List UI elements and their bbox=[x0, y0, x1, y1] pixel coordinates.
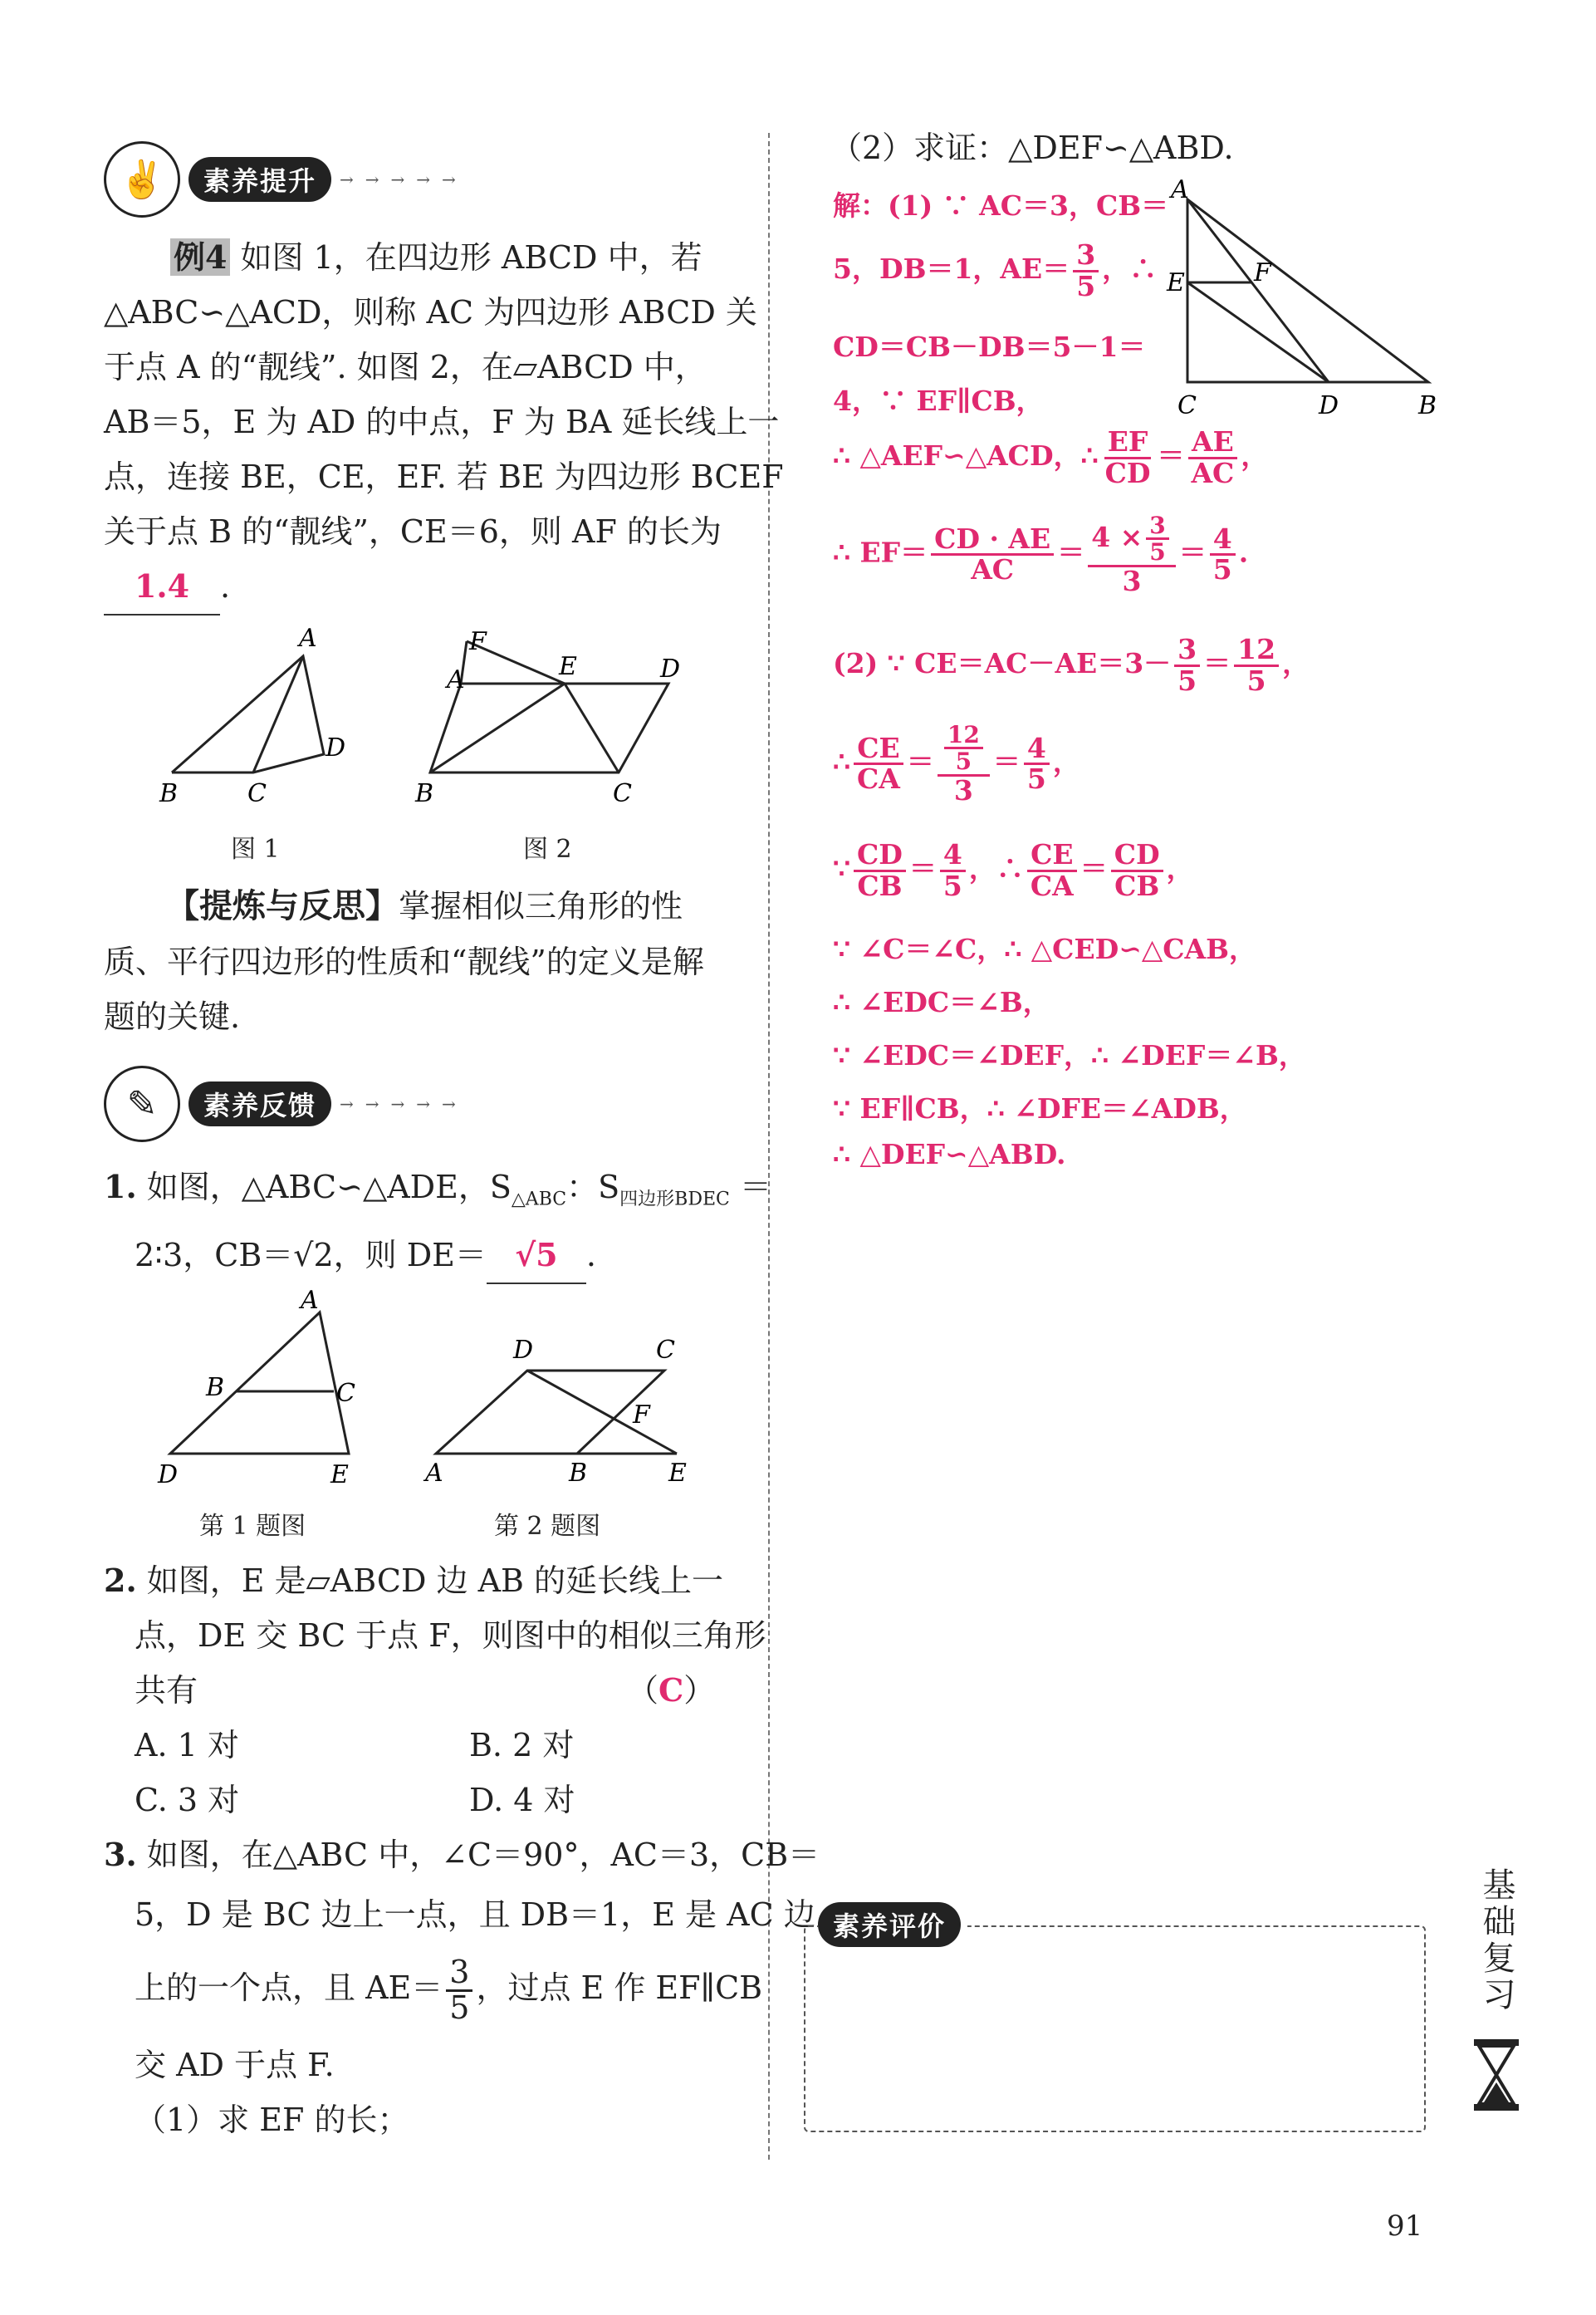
hourglass-icon bbox=[1472, 2039, 1520, 2111]
arrows-decoration: →→→→→ bbox=[340, 1094, 468, 1114]
example4-line6: 关于点 B 的“靓线”，CE＝6，则 AF 的长为 bbox=[104, 513, 722, 550]
q2-option-c: C. 3 对 bbox=[135, 1782, 240, 1818]
sidebar-tab-label: 基础复习 bbox=[1477, 1867, 1515, 2013]
fig2-label-e: E bbox=[559, 652, 577, 681]
q1-figure bbox=[149, 1283, 374, 1491]
section-header-improve bbox=[104, 141, 468, 218]
q3-label-f: F bbox=[1254, 258, 1271, 287]
fig1-label-d: D bbox=[326, 733, 346, 763]
q1-line1: 1. 如图，△ABC∽△ADE，$S_{\triangle ABC}$：$S_{四边形BDEC}$ ＝ bbox=[104, 1168, 771, 1210]
solution-line11: ∴ ∠EDC＝∠B， bbox=[833, 986, 1050, 1018]
q2-line3: 共有 bbox=[135, 1672, 198, 1709]
example4-answer-line: 1.4 . bbox=[104, 559, 230, 616]
solution-line6: ∴ EF＝ $\frac{CD \cdot AE}{AC}$ ＝ 4 × $\frac{3}{5}$ 3 ＝ $\frac{4}{5}$ . bbox=[833, 512, 1249, 597]
q3-label-e: E bbox=[1167, 268, 1185, 297]
q3-figure bbox=[1154, 174, 1453, 424]
solution-line5: ∴ △AEF∽△ACD，∴ $\frac{EF}{CD}$ ＝ $\frac{AE}{AC}$ ， bbox=[833, 425, 1269, 489]
example4-figure1 bbox=[149, 623, 365, 814]
solution-line13: ∵ EF∥CB，∴ ∠DFE＝∠ADB， bbox=[833, 1092, 1247, 1125]
q2-option-a: A. 1 对 bbox=[135, 1727, 239, 1763]
solution-line4: 4，∵ EF∥CB， bbox=[833, 385, 1044, 417]
q1-label-b: B bbox=[206, 1373, 225, 1402]
fig2-label-b: B bbox=[415, 779, 434, 808]
q3-label-b: B bbox=[1418, 391, 1437, 420]
q2-label-e: E bbox=[668, 1459, 687, 1487]
fig1-label-b: B bbox=[159, 779, 179, 808]
example-tag: 例4 bbox=[170, 238, 230, 276]
section-badge: 素养反馈 bbox=[188, 1081, 331, 1126]
q1-label-e: E bbox=[330, 1460, 349, 1489]
section-badge: 素养提升 bbox=[188, 157, 331, 202]
pencil-notes-icon: ✎ bbox=[104, 1066, 180, 1142]
q2-line1: 2. 如图，E 是▱ABCD 边 AB 的延长线上一 bbox=[104, 1562, 724, 1599]
solution-line12: ∵ ∠EDC＝∠DEF，∴ ∠DEF＝∠B， bbox=[833, 1039, 1306, 1072]
answer-blank: 1.4 bbox=[104, 559, 220, 616]
fig2-label-d: D bbox=[660, 655, 681, 684]
fig2-caption: 图 2 bbox=[523, 835, 572, 864]
q2-option-b: B. 2 对 bbox=[469, 1727, 575, 1763]
example4-line3: 于点 A 的“靓线”. 如图 2，在▱ABCD 中， bbox=[104, 349, 707, 385]
q2-line2: 点，DE 交 BC 于点 F，则图中的相似三角形 bbox=[135, 1617, 766, 1654]
solution-line8: ∴ $\frac{CE}{CA}$ ＝ $\frac{\frac{12}{5}}{3}$ ＝ $\frac{4}{5}$ ， bbox=[833, 721, 1080, 807]
q1-label-c: C bbox=[336, 1379, 355, 1408]
q2-label-a: A bbox=[425, 1459, 443, 1487]
solution-line1: 解：(1) ∵ AC＝3，CB＝ bbox=[833, 189, 1169, 222]
q2-label-d: D bbox=[513, 1336, 534, 1365]
q2-label-b: B bbox=[569, 1459, 588, 1487]
q3-line2: 5，D 是 BC 边上一点，且 DB＝1，E 是 AC 边 bbox=[135, 1896, 815, 1933]
evaluation-box[interactable] bbox=[804, 1925, 1426, 2132]
fig1-caption: 图 1 bbox=[231, 835, 280, 864]
fig1-label-c: C bbox=[247, 779, 267, 808]
example4-line4: AB＝5，E 为 AD 的中点，F 为 BA 延长线上一 bbox=[104, 404, 780, 440]
section-badge: 素养评价 bbox=[818, 1902, 961, 1947]
q3-label-a: A bbox=[1171, 175, 1189, 204]
q3-part1: （1）求 EF 的长； bbox=[135, 2102, 409, 2138]
example4-figure2 bbox=[407, 623, 706, 814]
fig2-label-a: A bbox=[447, 665, 465, 694]
reflection-line1: 【提炼与反思】掌握相似三角形的性 bbox=[166, 887, 683, 925]
q2-label-c: C bbox=[656, 1336, 675, 1365]
q3-part2: （2）求证：△DEF∽△ABD. bbox=[830, 130, 1234, 166]
solution-line10: ∵ ∠C＝∠C，∴ △CED∽△CAB， bbox=[833, 933, 1257, 965]
q3-line3: 上的一个点，且 AE＝ $\frac{3}{5}$ ，过点 E 作 EF∥CB bbox=[135, 1954, 763, 2026]
example4-line5: 点，连接 BE，CE，EF. 若 BE 为四边形 BCEF bbox=[104, 459, 784, 495]
q2-figure bbox=[415, 1333, 714, 1487]
reflection-line2: 质、平行四边形的性质和“靓线”的定义是解 bbox=[104, 944, 704, 980]
q2-fig-caption: 第 2 题图 bbox=[494, 1512, 601, 1541]
q3-line1: 3. 如图，在△ABC 中，∠C＝90°，AC＝3，CB＝ bbox=[104, 1836, 820, 1873]
section-header-feedback bbox=[104, 1066, 468, 1142]
victory-hand-icon: ✌ bbox=[104, 141, 180, 218]
example4-line1: 例4 如图 1，在四边形 ABCD 中，若 bbox=[170, 230, 703, 285]
q1-line2: 2∶3，CB＝√2，则 DE＝ √5 . bbox=[135, 1228, 596, 1284]
q3-label-d: D bbox=[1319, 391, 1339, 420]
q3-line4: 交 AD 于点 F. bbox=[135, 2047, 335, 2083]
q1-label-a: A bbox=[301, 1286, 319, 1315]
reflection-line3: 题的关键. bbox=[104, 998, 241, 1035]
solution-line3: CD＝CB－DB＝5－1＝ bbox=[833, 331, 1146, 363]
solution-line9: ∵ $\frac{CD}{CB}$ ＝ $\frac{4}{5}$ ，∴ $\frac{CE}{CA}$ ＝ $\frac{CD}{CB}$ ， bbox=[833, 838, 1194, 902]
reflection-title: 【提炼与反思】 bbox=[166, 887, 399, 925]
example4-line2: △ABC∽△ACD，则称 AC 为四边形 ABCD 关 bbox=[104, 294, 757, 331]
q1-label-d: D bbox=[158, 1460, 179, 1489]
page-number: 91 bbox=[1387, 2210, 1423, 2243]
fraction: $\frac{3}{5}$ bbox=[446, 1956, 472, 2025]
evaluation-header bbox=[818, 1902, 967, 1947]
arrows-decoration: →→→→→ bbox=[340, 169, 468, 189]
q2-label-f: F bbox=[633, 1400, 650, 1430]
solution-line7: (2) ∵ CE＝AC－AE＝3－ $\frac{3}{5}$ ＝ $\frac{12}{5}$ ， bbox=[833, 633, 1310, 697]
solution-line14: ∴ △DEF∽△ABD. bbox=[833, 1138, 1066, 1170]
solution-line2: 5，DB＝1，AE＝ $\frac{3}{5}$ ，∴ bbox=[833, 238, 1158, 302]
q3-label-c: C bbox=[1177, 391, 1197, 420]
answer-blank: √5 bbox=[487, 1228, 586, 1284]
q2-answer: （C） bbox=[627, 1671, 716, 1709]
q1-fig-caption: 第 1 题图 bbox=[199, 1512, 306, 1541]
fig1-label-a: A bbox=[299, 624, 317, 653]
fig2-label-f: F bbox=[469, 627, 487, 656]
fig2-label-c: C bbox=[613, 779, 632, 808]
q2-option-d: D. 4 对 bbox=[469, 1782, 575, 1818]
